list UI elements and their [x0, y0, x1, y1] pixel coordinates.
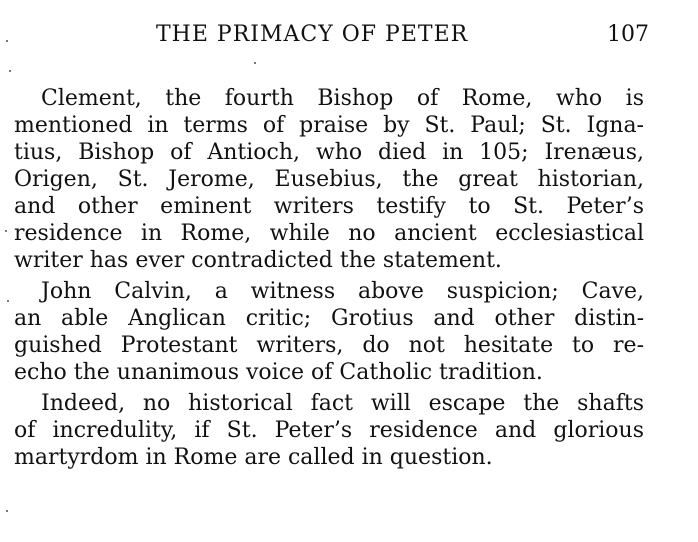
text-line: and other eminent writers testify to St. Peter’s: [14, 194, 644, 219]
text-line: residence in Rome, while no ancient ecclesiastical: [14, 221, 644, 246]
running-head-title: THE PRIMACY OF PETER: [156, 22, 469, 47]
scan-speck: [254, 62, 256, 64]
scan-speck: [9, 70, 11, 72]
scan-speck: [6, 510, 8, 512]
page-number: 107: [607, 22, 649, 47]
scan-speck: [5, 230, 7, 232]
text-line: John Calvin, a witness above suspicion; Cave,: [41, 279, 644, 304]
text-line: Clement, the fourth Bishop of Rome, who is: [41, 86, 644, 111]
text-line: echo the unanimous voice of Catholic tradition.: [14, 360, 543, 385]
text-line: writer has ever contradicted the statement.: [14, 248, 502, 273]
text-line: Indeed, no historical fact will escape the shafts: [41, 391, 644, 416]
running-head: [0, 22, 698, 52]
scan-speck: [6, 40, 8, 42]
text-line: martyrdom in Rome are called in question.: [14, 445, 493, 470]
text-line: an able Anglican critic; Grotius and other distin-: [14, 306, 644, 331]
text-line: mentioned in terms of praise by St. Paul; St. Igna-: [14, 113, 644, 138]
text-line: Origen, St. Jerome, Eusebius, the great historian,: [14, 167, 644, 192]
text-line: tius, Bishop of Antioch, who died in 105; Irenæus,: [14, 140, 644, 165]
scan-speck: [7, 300, 9, 302]
text-line: of incredulity, if St. Peter’s residence and glorious: [14, 418, 644, 443]
text-line: guished Protestant writers, do not hesitate to re-: [14, 333, 644, 358]
